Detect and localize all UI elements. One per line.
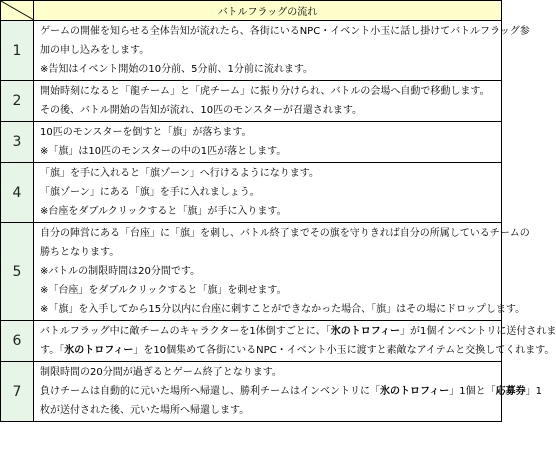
step-description: [34, 223, 530, 321]
item-name-text: 氷のトロフィー: [380, 386, 450, 397]
step-text-line: その後、バトル開始の告知が流れ、10匹のモンスターが召還されます。: [40, 105, 363, 116]
step-number: 7: [1, 362, 34, 422]
table-row: [1, 21, 502, 81]
step-text-segment: す。「: [40, 345, 65, 356]
step-text-segment: 」1: [525, 386, 542, 397]
step-description: [34, 81, 502, 122]
table-title: バトルフラッグの流れ: [34, 1, 502, 21]
step-text-line: ※「旗」を入手してから15分以内に台座に刺すことができなかった場合、「旗」はその場にドロップします。: [40, 304, 526, 315]
table-row: [1, 362, 502, 422]
step-text-line: [40, 401, 497, 420]
step-text-line: 加の申し込みをします。: [40, 45, 150, 56]
step-text-line: 自分の陣営にある「台座」に「旗」を刺し、バトル終了までその旗を守りきれば自分の所属しているチームの: [40, 228, 530, 239]
step-description: [34, 122, 502, 163]
table-row: [1, 81, 502, 122]
step-text-line: ゲームの開催を知らせる全体告知が流れたら、各街にいるNPC・イベント小玉に話し掛けてバトルフラッグ参: [40, 26, 530, 37]
step-text-line: ※「旗」は10匹のモンスターの中の1匹が落とします。: [40, 146, 287, 157]
item-name-text: 応募券: [495, 386, 526, 397]
step-text-segment: 枚が送付された後、元いた場所へ帰還します。: [40, 405, 250, 416]
step-text-segment: 」を10個集めて各街にいるNPC・イベント小玉に渡すと素敵なアイテムと交換してくれます。: [133, 345, 555, 356]
step-text-segment: 」が1個インベントリに送付されま: [399, 326, 556, 337]
step-number: 3: [1, 122, 34, 163]
step-number: 5: [1, 223, 34, 321]
step-text-line: 勝ちとなります。: [40, 247, 120, 258]
table-row: [1, 223, 502, 321]
step-text-line: 10匹のモンスターを倒すと「旗」が落ちます。: [40, 127, 252, 138]
step-text-line: ※告知はイベント開始の10分前、5分前、1分前に流れます。: [40, 64, 314, 75]
step-text-segment: バトルフラッグ中に敵チームのキャラクターを1体倒すごとに、「: [40, 326, 331, 337]
step-text-segment: 負けチームは自動的に元いた場所へ帰還し、勝利チームはインベントリに「: [40, 386, 380, 397]
table-row: [1, 321, 502, 362]
item-name-text: 氷のトロフィー: [330, 326, 400, 337]
step-text-line: ※バトルの制限時間は20分間です。: [40, 266, 201, 277]
step-description: [34, 21, 530, 81]
step-number: 1: [1, 21, 34, 81]
step-description: [34, 321, 556, 362]
step-description: [34, 362, 542, 422]
step-text-line: [40, 382, 542, 401]
step-number: 6: [1, 321, 34, 362]
step-text-line: 開始時刻になると「龍チーム」と「虎チーム」に振り分けられ、バトルの会場へ自動で移動します。: [40, 86, 490, 97]
step-text-segment: 制限時間の20分間が過ぎるとゲーム終了となります。: [40, 367, 282, 378]
table-row: [1, 163, 502, 223]
step-text-line: [40, 322, 556, 341]
step-text-line: [40, 341, 555, 360]
item-name-text: 氷のトロフィー: [64, 345, 134, 356]
header-corner-cell: [1, 1, 34, 21]
table-header-row: [1, 1, 502, 21]
diagonal-line-icon: [1, 1, 34, 20]
step-text-line: 「旗ゾーン」にある「旗」を手に入れましょう。: [40, 187, 260, 198]
table-row: [1, 122, 502, 163]
step-text-line: ※台座をダブルクリックすると「旗」が手に入ります。: [40, 206, 287, 217]
step-description: [34, 163, 502, 223]
step-text-line: [40, 363, 497, 382]
step-number: 2: [1, 81, 34, 122]
step-number: 4: [1, 163, 34, 223]
step-text-segment: 」1個と「: [449, 386, 496, 397]
table-body: [1, 21, 556, 422]
step-text-line: 「旗」を手に入れると「旗ゾーン」へ行けるようになります。: [40, 168, 319, 179]
step-text-line: ※「台座」をダブルクリックすると「旗」を刺せます。: [40, 285, 287, 296]
